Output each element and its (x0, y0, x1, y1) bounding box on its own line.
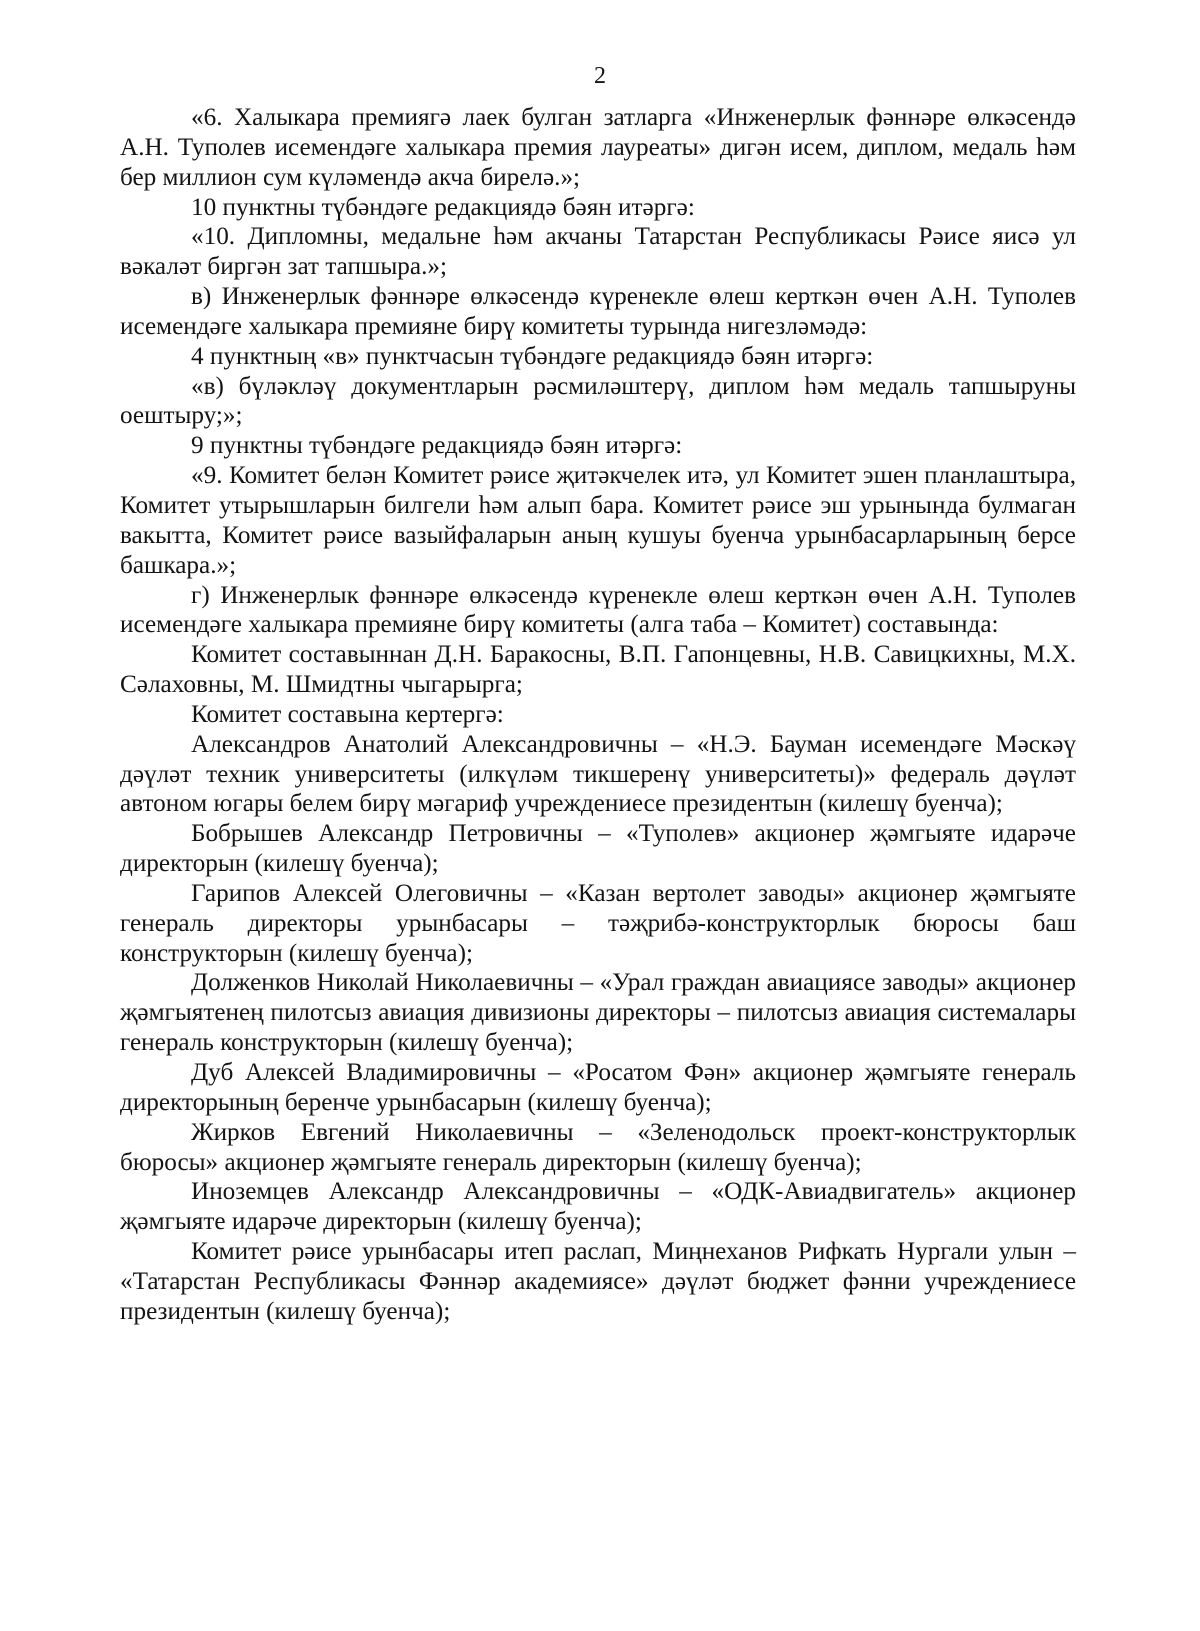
paragraph: «в) бүләкләү документларын рәсмиләштерү, диплом һәм медаль тапшыруны оештыру;»; (120, 372, 1076, 430)
paragraph: «9. Комитет белән Комитет рәисе җитәкчелек итә, ул Комитет эшен планлаштыра, Комитет утырышларын билгели һәм алып бара. Комитет рәисе эш урынында булмаган вакытта, Комитет рәисе вазыйфаларын аның кушуы буенча урынбасарларының берсе башкара.»; (120, 462, 1076, 579)
paragraph: г) Инженерлык фәннәре өлкәсендә күренекле өлеш керткән өчен А.Н. Туполев исемендәге халыкара премияне бирү комитеты (алга таба – Комитет) составында: (120, 581, 1076, 639)
document-body (120, 103, 1076, 1327)
paragraph: 10 пунктны түбәндәге редакциядә бәян итәргә: (191, 193, 695, 221)
paragraph: Бобрышев Александр Петровичны – «Туполев» акционер җәмгыяте идарәче директорын (килешү буенча); (120, 820, 1076, 878)
paragraph: Комитет составына кертергә: (191, 700, 504, 728)
paragraph: «6. Халыкара премиягә лаек булган затларга «Инженерлык фәннәре өлкәсендә А.Н. Туполев исемендәге халыкара премия лауреаты» дигән исем, диплом, медаль һәм бер миллион сум күләмендә акча бирелә.»; (120, 104, 1076, 191)
paragraph: Комитет рәисе урынбасары итеп раслап, Миңнеханов Рифкать Нургали улын – «Татарстан Республикасы Фәннәр академиясе» дәүләт бюджет фәнни учреждениесе президентын (килешү буенча); (120, 1238, 1076, 1325)
paragraph: 4 пунктның «в» пунктчасын түбәндәге редакциядә бәян итәргә: (191, 342, 874, 370)
paragraph: Александров Анатолий Александровичны – «Н.Э. Бауман исемендәге Мәскәү дәүләт техник университеты (илкүләм тикшеренү университеты)» федераль дәүләт автоном югары белем бирү мәгариф учреждениесе президентын (килешү буенча); (120, 730, 1076, 818)
paragraph: Дуб Алексей Владимировичны – «Росатом Фән» акционер җәмгыяте генераль директорының беренче урынбасарын (килешү буенча); (120, 1059, 1076, 1116)
paragraph: Комитет составыннан Д.Н. Баракосны, В.П. Гапонцевны, Н.В. Савицкихны, М.Х. Сәлаховны, М. Шмидтны чыгарырга; (120, 641, 1076, 699)
paragraph: «10. Дипломны, медальне һәм акчаны Татарстан Республикасы Рәисе яисә ул вәкаләт биргән зат тапшыра.»; (120, 223, 1076, 281)
paragraph: Гарипов Алексей Олеговичны – «Казан вертолет заводы» акционер җәмгыяте генераль директоры урынбасары – тәҗрибә-конструкторлык бюросы баш конструкторын (килешү буенча); (120, 879, 1076, 967)
paragraph: Жирков Евгений Николаевичны – «Зеленодольск проект-конструкторлык бюросы» акционер җәмгыяте генераль директорын (килешү буенча); (120, 1118, 1076, 1176)
paragraph: 9 пунктны түбәндәге редакциядә бәян итәргә: (191, 432, 683, 460)
paragraph: в) Инженерлык фәннәре өлкәсендә күренекле өлеш керткән өчен А.Н. Туполев исемендәге халыкара премияне бирү комитеты турында нигезләмәдә: (120, 283, 1076, 340)
paragraph: Долженков Николай Николаевичны – «Урал граждан авиациясе заводы» акционер җәмгыятенең пилотсыз авиация дивизионы директоры – пилотсыз авиация системалары генераль конструкторын (килешү буенча); (120, 969, 1076, 1057)
page-number: 2 (594, 63, 606, 89)
paragraph: Иноземцев Александр Александровичны – «ОДК-Авиадвигатель» акционер җәмгыяте идарәче директорын (килешү буенча); (120, 1178, 1076, 1236)
